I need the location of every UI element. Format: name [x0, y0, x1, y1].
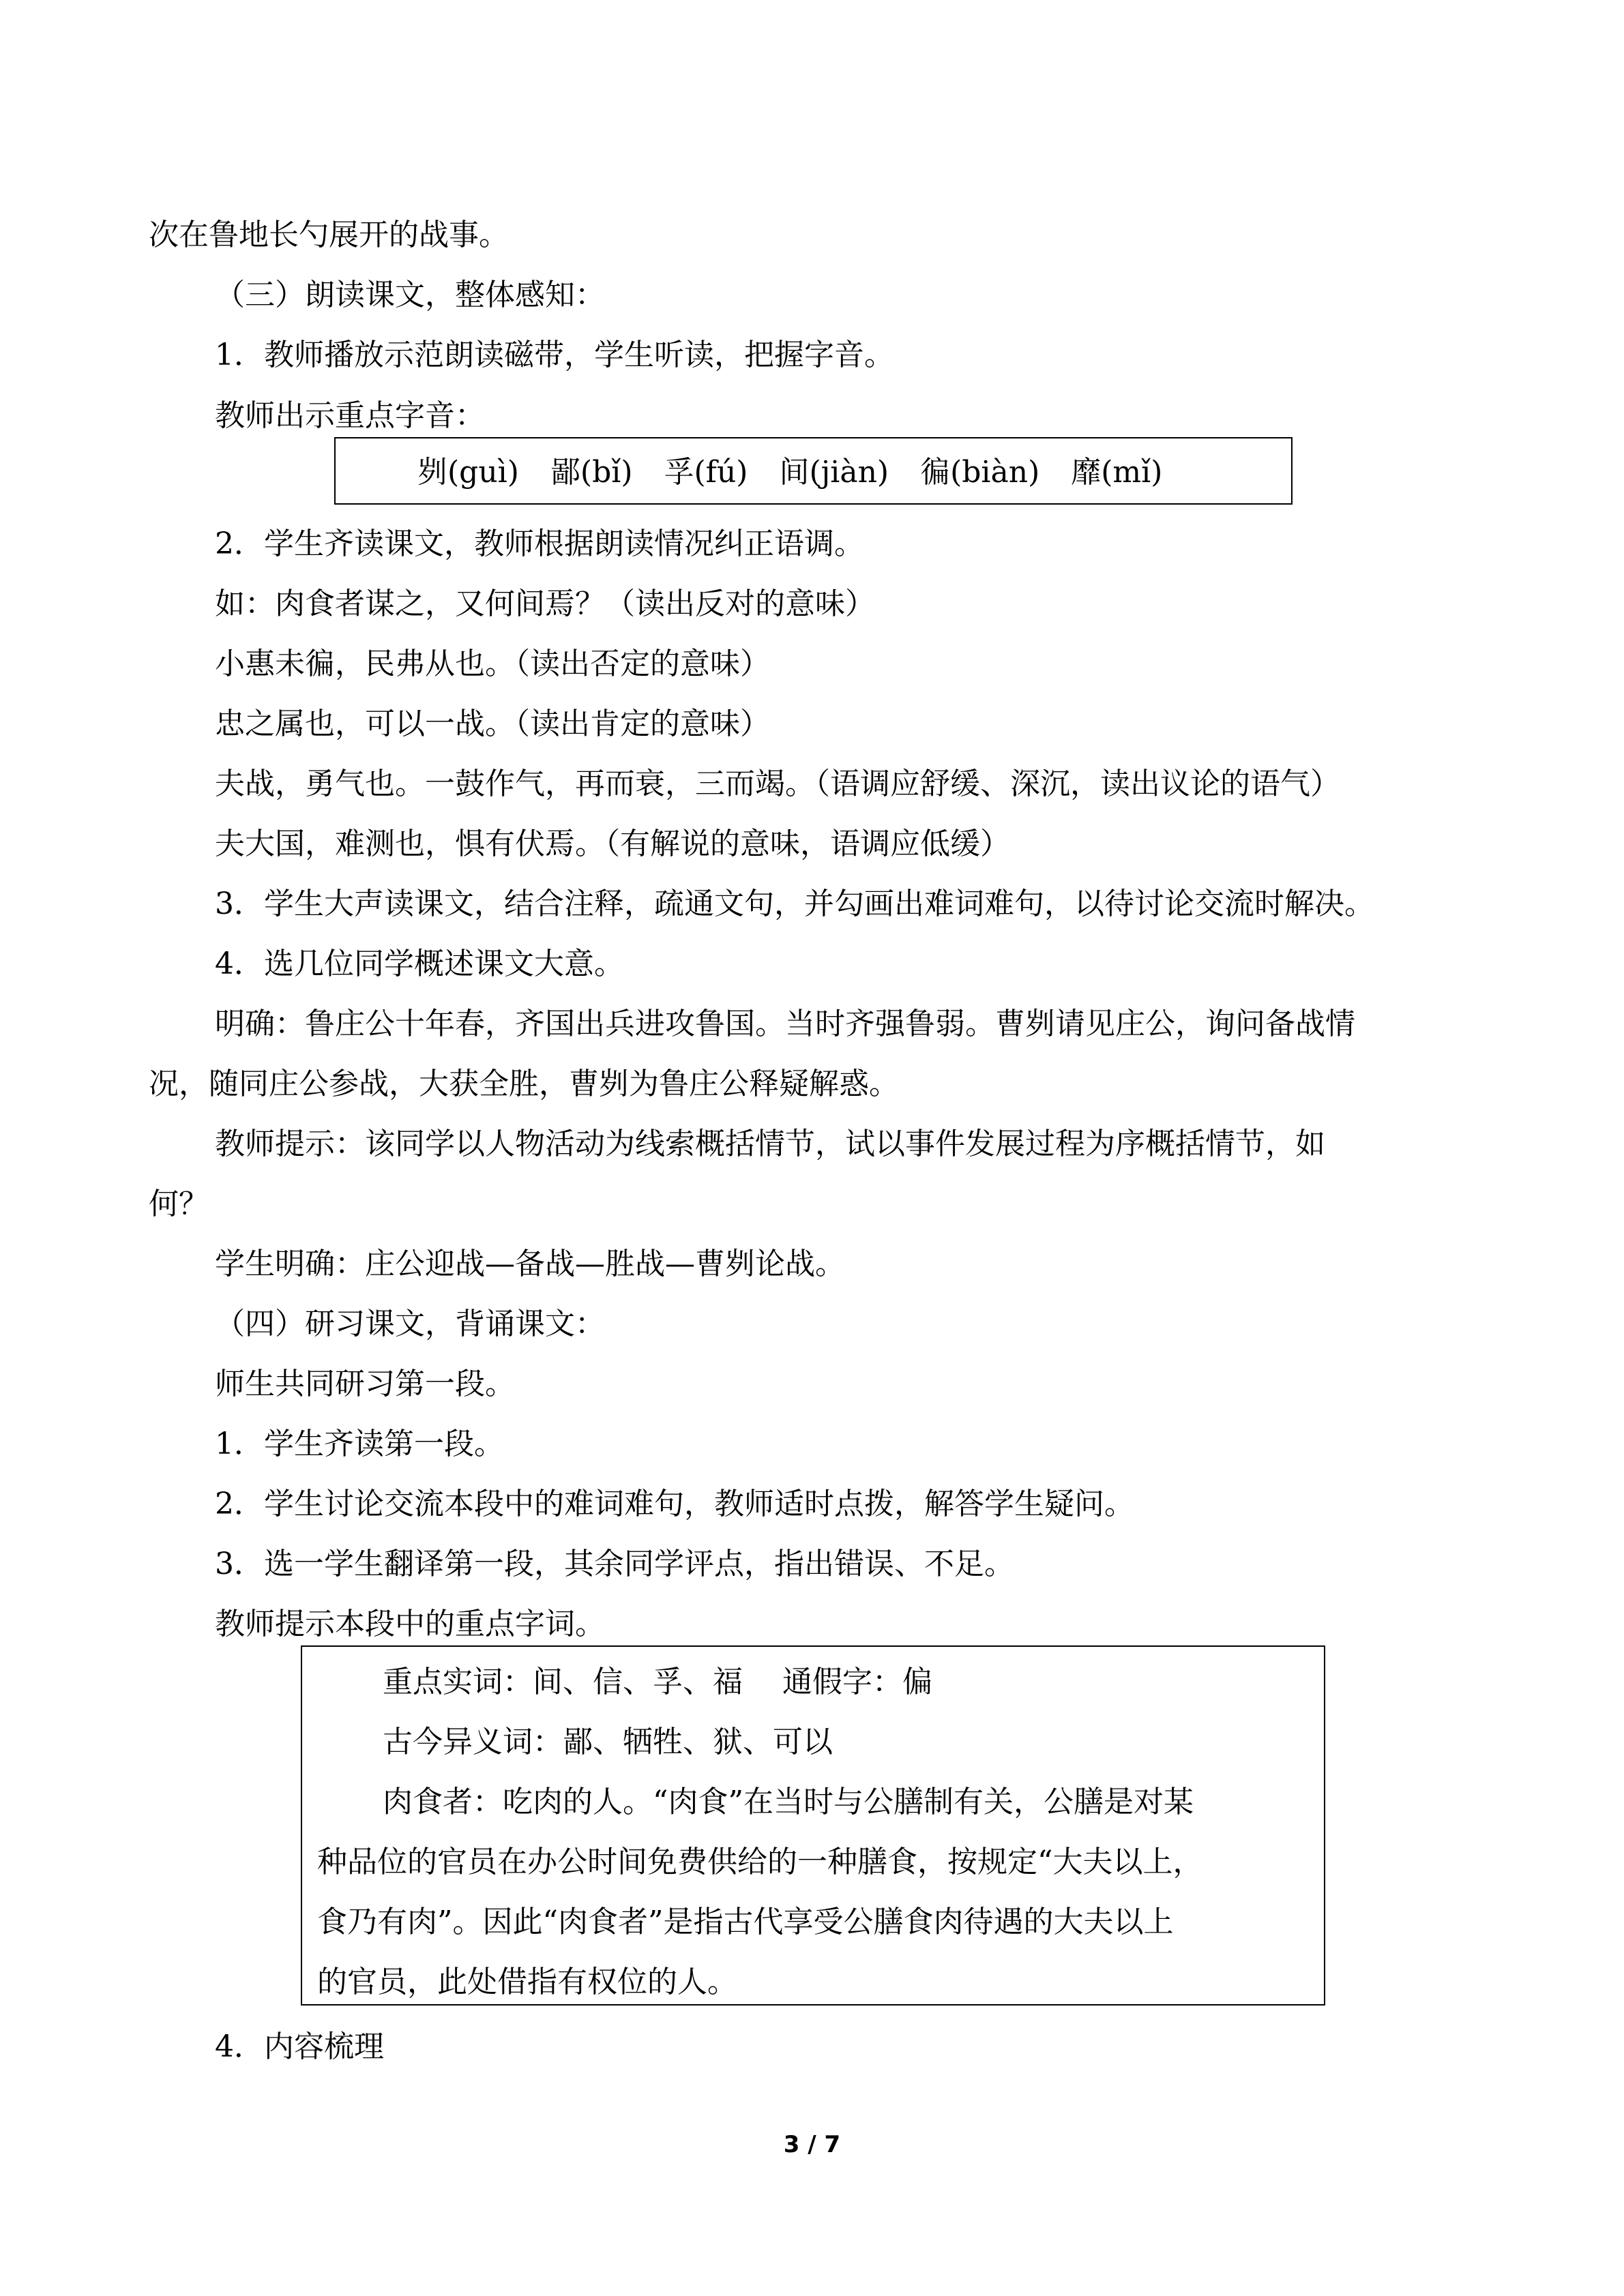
- text-line: 3．选一学生翻译第一段，其余同学评点，指出错误、不足。: [215, 1547, 1014, 1581]
- pinyin-item: 孚(fú): [664, 455, 748, 490]
- text-line: 小惠未徧，民弗从也。（读出否定的意味）: [215, 646, 770, 681]
- text-line: 1．教师播放示范朗读磁带，学生听读，把握字音。: [215, 338, 894, 372]
- section-heading: （三）朗读课文，整体感知：: [215, 278, 605, 312]
- text-line: 忠之属也，可以一战。（读出肯定的意味）: [215, 706, 770, 741]
- pinyin-item: 徧(biàn): [920, 455, 1040, 490]
- text-line: 1．学生齐读第一段。: [215, 1427, 504, 1461]
- pronunciation-list: [417, 452, 1194, 493]
- text-line: 师生共同研习第一段。: [215, 1367, 515, 1401]
- box-line: 种品位的官员在办公时间免费供给的一种膳食，按规定“大夫以上，: [317, 1845, 1203, 1879]
- text-line: 何？: [149, 1187, 209, 1221]
- key-words-box: [301, 1645, 1325, 2006]
- text-line: 教师提示本段中的重点字词。: [215, 1607, 605, 1641]
- text-line: 学生明确：庄公迎战—备战—胜战—曹刿论战。: [215, 1247, 845, 1281]
- text-line: 3．学生大声读课文，结合注释，疏通文句，并勾画出难词难句，以待讨论交流时解决。: [215, 886, 1374, 921]
- section-heading: （四）研习课文，背诵课文：: [215, 1307, 605, 1341]
- pronunciation-box: [334, 437, 1293, 505]
- text-line: 夫战，勇气也。一鼓作气，再而衰，三而竭。（语调应舒缓、深沉，读出议论的语气）: [215, 766, 1340, 801]
- page-number: 3 / 7: [783, 2131, 841, 2158]
- box-line: 肉食者：吃肉的人。“肉食”在当时与公膳制有关，公膳是对某: [383, 1785, 1194, 1819]
- text-line: 4．内容梳理: [215, 2029, 384, 2064]
- text-line: 2．学生齐读课文，教师根据朗读情况纠正语调。: [215, 526, 864, 561]
- pinyin-item: 鄙(bǐ): [550, 455, 633, 490]
- box-line: 的官员，此处借指有权位的人。: [317, 1965, 737, 1999]
- pinyin-item: 靡(mǐ): [1071, 455, 1163, 490]
- box-line: 重点实词：间、信、孚、福 通假字：偏: [383, 1665, 932, 1699]
- text-line: 教师提示：该同学以人物活动为线索概括情节，试以事件发展过程为序概括情节，如: [215, 1127, 1325, 1161]
- box-line: 古今异义词：鄙、牺牲、狱、可以: [383, 1725, 833, 1759]
- text-line: 教师出示重点字音：: [215, 398, 485, 433]
- text-line: 明确：鲁庄公十年春，齐国出兵进攻鲁国。当时齐强鲁弱。曹刿请见庄公，询问备战情: [215, 1007, 1355, 1041]
- text-line: 如：肉食者谋之，又何间焉？（读出反对的意味）: [215, 586, 875, 621]
- pinyin-item: 间(jiàn): [779, 455, 889, 490]
- text-line: 4．选几位同学概述课文大意。: [215, 946, 624, 981]
- text-line: 次在鲁地长勺展开的战事。: [149, 218, 509, 252]
- box-line: 食乃有肉”。因此“肉食者”是指古代享受公膳食肉待遇的大夫以上: [317, 1905, 1174, 1939]
- text-line: 夫大国，难测也，惧有伏焉。（有解说的意味，语调应低缓）: [215, 826, 1010, 861]
- pinyin-item: 刿(guì): [417, 455, 519, 490]
- text-line: 况，随同庄公参战，大获全胜，曹刿为鲁庄公释疑解惑。: [149, 1067, 899, 1101]
- text-line: 2．学生讨论交流本段中的难词难句，教师适时点拨，解答学生疑问。: [215, 1487, 1134, 1521]
